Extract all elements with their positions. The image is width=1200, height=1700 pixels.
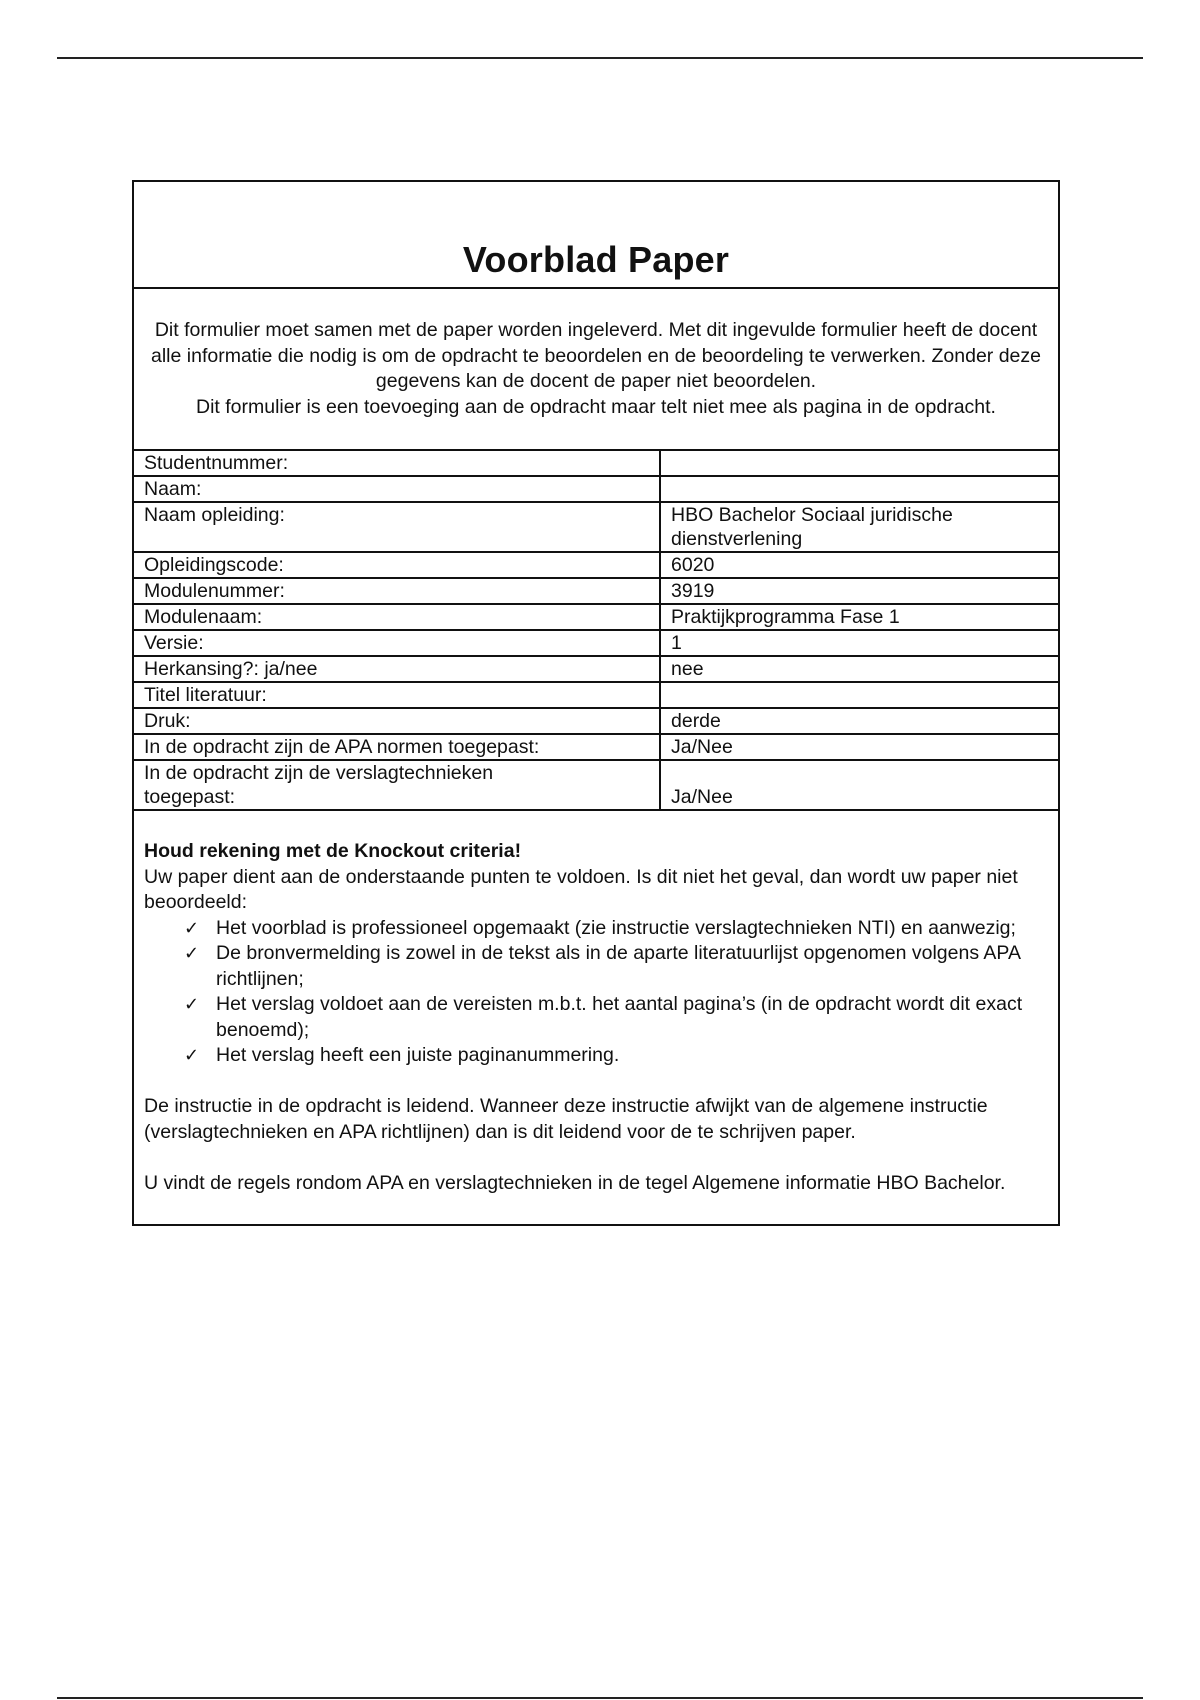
field-value: derde	[660, 708, 1058, 734]
check-icon: ✓	[184, 917, 200, 939]
criteria-heading: Houd rekening met de Knockout criteria!	[144, 840, 522, 862]
check-icon: ✓	[184, 943, 200, 964]
table-row	[134, 760, 1058, 810]
field-label: Opleidingscode:	[134, 552, 660, 578]
table-row	[134, 552, 1058, 578]
criteria-footer: U vindt de regels rondom APA en verslagtechnieken in de tegel Algemene informatie HBO Bachelor.	[144, 1171, 1006, 1194]
field-value	[660, 451, 1058, 476]
intro-paragraph: Dit formulier moet samen met de paper worden ingeleverd. Met dit ingevulde formulier heeft de docent alle informatie die nodig is om de opdracht te beoordelen en de beoordeling te verwerken. Zonder deze gegevens kan de docent de paper niet beoordelen.	[151, 319, 1041, 392]
table-row	[134, 604, 1058, 630]
table-row	[134, 708, 1058, 734]
criteria-section	[134, 811, 1058, 1224]
table-row	[134, 656, 1058, 682]
list-item	[184, 916, 1048, 942]
intro-cell	[134, 289, 1058, 451]
field-value: nee	[660, 656, 1058, 682]
table-row	[134, 451, 1058, 476]
criteria-list	[144, 916, 1048, 1069]
field-label: Naam:	[134, 476, 660, 502]
field-label: Studentnummer:	[134, 451, 660, 476]
field-label: Titel literatuur:	[134, 682, 660, 708]
cover-form	[132, 180, 1060, 1226]
criteria-item-text: Het voorblad is professioneel opgemaakt (zie instructie verslagtechnieken NTI) en aanwezig;	[216, 916, 1016, 939]
criteria-item-text: Het verslag heeft een juiste paginanummering.	[216, 1044, 620, 1066]
page-top-rule	[57, 57, 1143, 59]
field-label: Naam opleiding:	[134, 502, 660, 552]
table-row	[134, 630, 1058, 656]
table-row	[134, 734, 1058, 760]
spacer	[144, 1069, 1048, 1095]
criteria-item-text: De bronvermelding is zowel in de tekst als in de aparte literatuurlijst opgenomen volgens APA richtlijnen;	[216, 942, 1020, 990]
list-item	[184, 992, 1048, 1043]
field-value: 3919	[660, 578, 1058, 604]
page-bottom-rule	[57, 1697, 1143, 1699]
title-cell	[134, 182, 1058, 289]
field-label: In de opdracht zijn de APA normen toegepast:	[134, 734, 660, 760]
check-icon: ✓	[184, 994, 200, 1015]
field-label: Modulenummer:	[134, 578, 660, 604]
spacer	[144, 1145, 1048, 1171]
page-title: Voorblad Paper	[462, 239, 730, 280]
field-label: Modulenaam:	[134, 604, 660, 630]
table-row	[134, 682, 1058, 708]
field-label: Druk:	[134, 708, 660, 734]
field-value: HBO Bachelor Sociaal juridische dienstverlening	[660, 502, 1058, 552]
table-row	[134, 476, 1058, 502]
criteria-item-text: Het verslag voldoet aan de vereisten m.b.t. het aantal pagina’s (in de opdracht wordt dit exact benoemd);	[216, 993, 1023, 1041]
field-label: Versie:	[134, 630, 660, 656]
check-icon: ✓	[184, 1045, 200, 1066]
field-value	[660, 476, 1058, 502]
criteria-intro: Uw paper dient aan de onderstaande punten te voldoen. Is dit niet het geval, dan wordt uw paper niet beoordeeld:	[144, 865, 1018, 913]
table-row	[134, 502, 1058, 552]
field-value	[660, 682, 1058, 708]
intro-paragraph: Dit formulier is een toevoeging aan de opdracht maar telt niet mee als pagina in de opdracht.	[196, 395, 996, 418]
field-value: 1	[660, 630, 1058, 656]
field-value: Praktijkprogramma Fase 1	[660, 604, 1058, 630]
field-value: 6020	[660, 552, 1058, 578]
field-label: In de opdracht zijn de verslagtechnieken toegepast:	[134, 760, 660, 810]
field-label: Herkansing?: ja/nee	[134, 656, 660, 682]
info-table	[134, 451, 1058, 811]
list-item	[184, 941, 1048, 992]
list-item	[184, 1043, 1048, 1069]
field-value: Ja/Nee	[660, 760, 1058, 810]
table-row	[134, 578, 1058, 604]
field-value: Ja/Nee	[660, 734, 1058, 760]
criteria-note: De instructie in de opdracht is leidend. Wanneer deze instructie afwijkt van de algemene instructie (verslagtechnieken en APA richtlijnen) dan is dit leidend voor de te schrijven paper.	[144, 1095, 988, 1143]
